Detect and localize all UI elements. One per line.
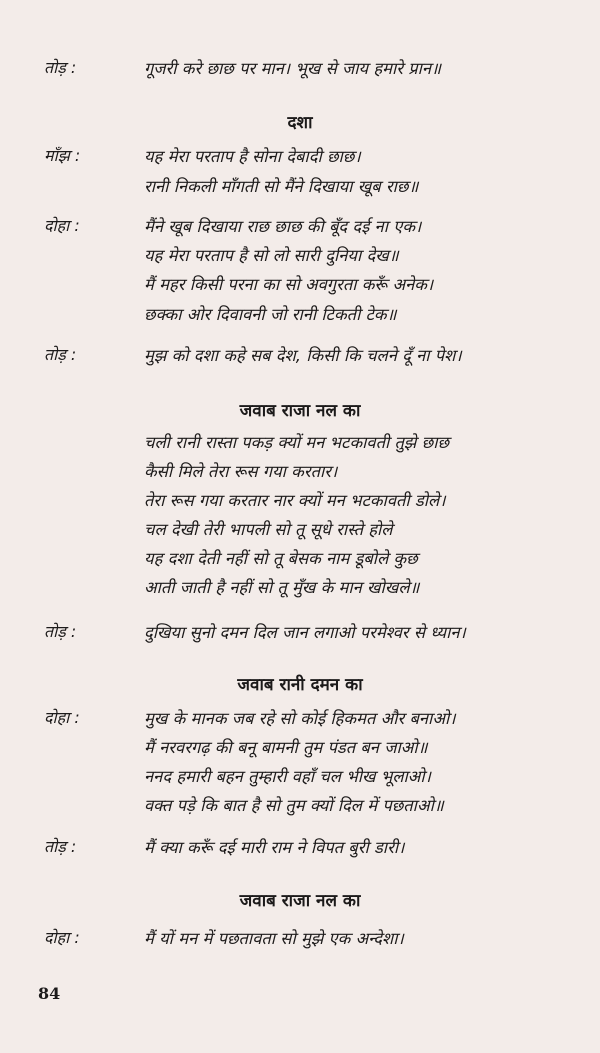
- verse-line: ननद हमारी बहन तुम्हारी वहाँ चल भीख भूलाओ।: [144, 767, 431, 786]
- verse-label: दोहा :: [44, 928, 80, 947]
- verse-line: मुझ को दशा कहे सब देश, किसी कि चलने दूँ ना पेश।: [144, 346, 462, 365]
- verse-line: यह मेरा परताप है सोना देबादी छाछ।: [144, 147, 361, 166]
- verse-line: मुख के मानक जब रहे सो कोई हिकमत और बनाओ।: [144, 709, 456, 728]
- verse-label: दोहा :: [44, 216, 80, 235]
- verse-line: चली रानी रास्ता पकड़ क्यों मन भटकावती तुझे छाछ: [144, 433, 450, 452]
- section-heading: दशा: [287, 113, 313, 133]
- verse-line: मैंने खूब दिखाया राछ छाछ की बूँद दई ना एक।: [144, 217, 422, 236]
- section-heading: जवाब रानी दमन का: [237, 675, 363, 695]
- verse-line: यह दशा देती नहीं सो तू बेसक नाम डूबोले कुछ: [144, 549, 418, 568]
- verse-line: गूजरी करे छाछ पर मान। भूख से जाय हमारे प्रान॥: [144, 59, 441, 78]
- verse-line: मैं नरवरगढ़ की बनू बामनी तुम पंडत बन जाओ॥: [144, 738, 428, 757]
- verse-label: तोड़ :: [44, 622, 77, 641]
- verse-label: माँझ :: [44, 146, 81, 165]
- verse-line: आती जाती है नहीं सो तू मुँख के मान खोखले॥: [144, 578, 420, 597]
- verse-line: वक्त पड़े कि बात है सो तुम क्यों दिल में पछताओ॥: [144, 796, 444, 815]
- verse-line: छक्का ओर दिवावनी जो रानी टिकती टेक॥: [144, 305, 397, 324]
- verse-label: तोड़ :: [44, 837, 77, 856]
- verse-label: तोड़ :: [44, 345, 77, 364]
- section-heading: जवाब राजा नल का: [239, 401, 361, 421]
- verse-line: मैं महर किसी परना का सो अवगुरता करूँ अनेक।: [144, 275, 434, 294]
- verse-line: रानी निकली माँगती सो मैंने दिखाया खूब राछ॥: [144, 177, 419, 196]
- section-heading: जवाब राजा नल का: [239, 891, 361, 911]
- verse-line: कैसी मिले तेरा रूस गया करतार।: [144, 462, 338, 481]
- verse-line: चल देखी तेरी भापली सो तू सूधे रास्ते होले: [144, 520, 393, 539]
- verse-line: तेरा रूस गया करतार नार क्यों मन भटकावती डोले।: [144, 491, 446, 510]
- verse-line: यह मेरा परताप है सो लो सारी दुनिया देख॥: [144, 246, 399, 265]
- verse-line: मैं क्या करूँ दई मारी राम ने विपत बुरी डारी।: [144, 838, 405, 857]
- verse-label: तोड़ :: [44, 58, 77, 77]
- verse-line: मैं यों मन में पछतावता सो मुझे एक अन्देशा।: [144, 929, 404, 948]
- verse-label: दोहा :: [44, 708, 80, 727]
- verse-line: दुखिया सुनो दमन दिल जान लगाओ परमेश्वर से ध्यान।: [144, 623, 466, 642]
- page-number: 84: [38, 984, 61, 1003]
